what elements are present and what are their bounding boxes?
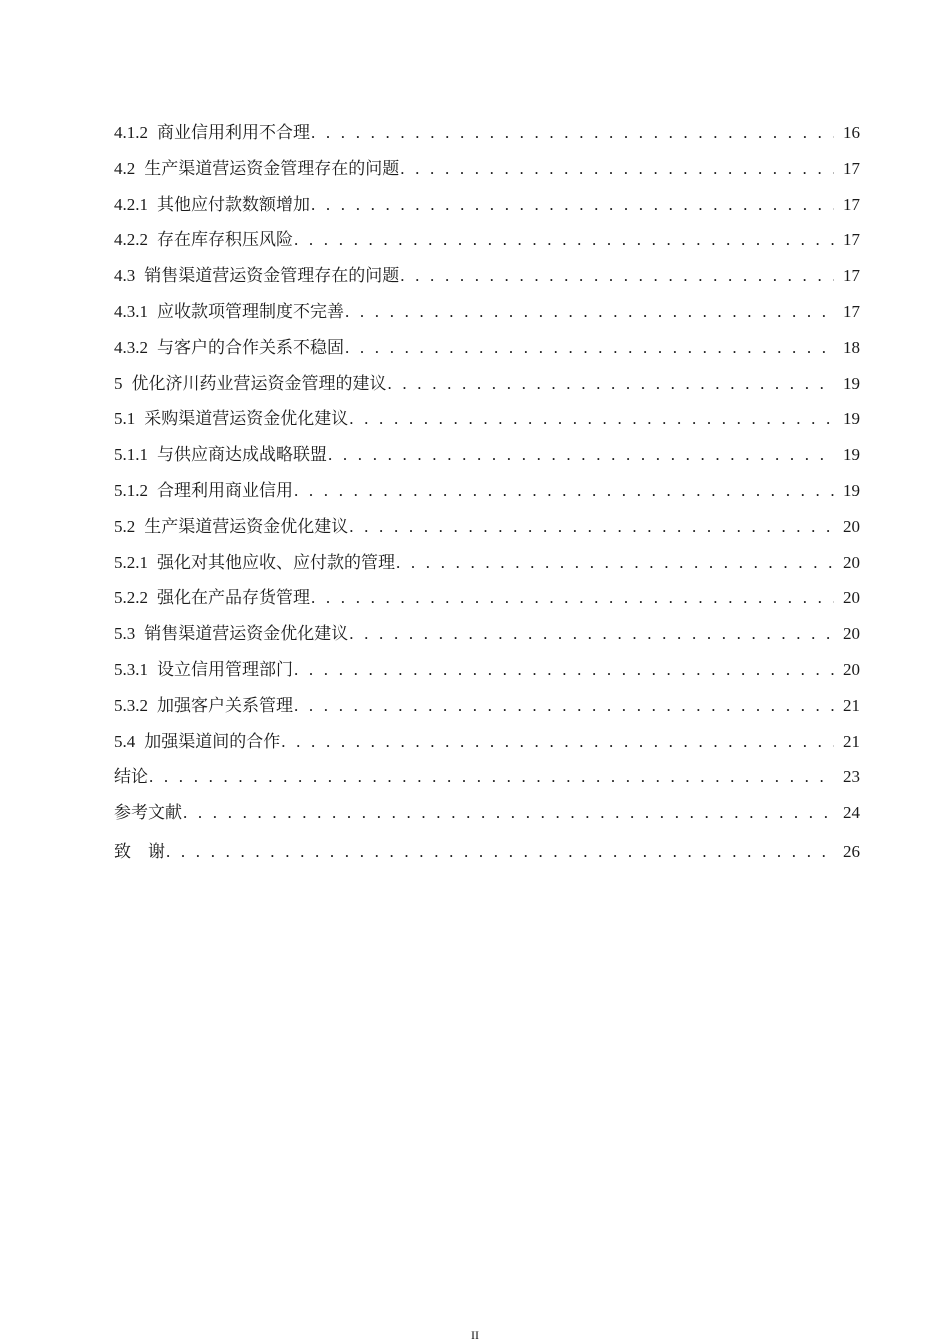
toc-entry-number: 5.3.1 xyxy=(114,659,148,679)
table-of-contents xyxy=(114,115,860,870)
toc-entry-page: 20 xyxy=(843,588,860,608)
toc-entry-number: 4.3.2 xyxy=(114,337,148,357)
toc-entry-title: 设立信用管理部门 xyxy=(157,659,293,680)
toc-entry-title: 与供应商达成战略联盟 xyxy=(157,445,327,466)
dot-leader xyxy=(294,222,834,258)
toc-entry-title: 生产渠道营运资金管理存在的问题 xyxy=(144,158,400,179)
toc-entry[interactable] xyxy=(114,151,860,187)
toc-entry-page: 17 xyxy=(843,194,860,214)
toc-entry-number: 4.3.1 xyxy=(114,301,148,321)
toc-entry-title: 生产渠道营运资金优化建议 xyxy=(144,516,349,537)
toc-entry-title: 应收款项管理制度不完善 xyxy=(157,301,344,322)
dot-leader xyxy=(294,652,834,688)
toc-entry-page: 17 xyxy=(843,230,860,250)
dot-leader xyxy=(166,834,834,870)
toc-entry[interactable] xyxy=(114,401,860,437)
toc-entry[interactable] xyxy=(114,115,860,151)
toc-entry-number: 4.2.1 xyxy=(114,194,148,214)
toc-entry[interactable] xyxy=(114,795,860,831)
toc-entry-title: 强化在产品存货管理 xyxy=(157,588,310,609)
toc-entry[interactable] xyxy=(114,258,860,294)
toc-entry-page: 17 xyxy=(843,266,860,286)
page-number: II xyxy=(471,1328,479,1342)
toc-entry-title: 采购渠道营运资金优化建议 xyxy=(144,409,349,430)
dot-leader xyxy=(294,688,834,724)
dot-leader xyxy=(349,509,834,545)
toc-entry-title: 与客户的合作关系不稳固 xyxy=(157,337,344,358)
toc-entry-title: 加强渠道间的合作 xyxy=(144,731,281,752)
toc-entry-number: 5.1 xyxy=(114,409,136,429)
dot-leader xyxy=(396,545,834,581)
toc-entry-page: 26 xyxy=(843,841,860,861)
toc-entry-title: 存在库存积压风险 xyxy=(157,230,293,251)
toc-entry[interactable] xyxy=(114,509,860,545)
toc-entry-page: 17 xyxy=(843,301,860,321)
toc-entry[interactable] xyxy=(114,473,860,509)
toc-entry-title: 参考文献 xyxy=(114,803,182,824)
toc-entry-number: 5 xyxy=(114,373,123,393)
dot-leader xyxy=(311,580,834,616)
toc-entry-page: 20 xyxy=(843,659,860,679)
dot-leader xyxy=(183,795,834,831)
toc-entry-number: 5.4 xyxy=(114,731,136,751)
toc-entry-number: 5.3.2 xyxy=(114,695,148,715)
toc-entry-number: 5.1.2 xyxy=(114,480,148,500)
dot-leader xyxy=(349,616,834,652)
toc-entry-number: 5.2 xyxy=(114,516,136,536)
toc-entry-number: 5.2.2 xyxy=(114,588,148,608)
toc-entry[interactable] xyxy=(114,294,860,330)
toc-entry-number: 5.2.1 xyxy=(114,552,148,572)
toc-entry-number: 4.1.2 xyxy=(114,123,148,142)
toc-entry-title: 加强客户关系管理 xyxy=(157,695,293,716)
dot-leader xyxy=(311,187,834,223)
toc-entry-page: 18 xyxy=(843,337,860,357)
toc-entry-title: 其他应付款数额增加 xyxy=(157,194,310,215)
dot-leader xyxy=(388,366,835,402)
toc-entry-number: 5.3 xyxy=(114,624,136,644)
toc-entry-page: 20 xyxy=(843,624,860,644)
toc-entry[interactable] xyxy=(114,652,860,688)
toc-entry-page: 21 xyxy=(843,731,860,751)
toc-entry-number: 4.2 xyxy=(114,158,136,178)
toc-entry[interactable] xyxy=(114,330,860,366)
toc-entry[interactable] xyxy=(114,545,860,581)
dot-leader xyxy=(281,724,834,760)
toc-entry-page: 19 xyxy=(843,373,860,393)
toc-entry[interactable] xyxy=(114,688,860,724)
toc-entry-page: 16 xyxy=(843,123,860,142)
toc-entry-page: 20 xyxy=(843,516,860,536)
toc-entry-title: 强化对其他应收、应付款的管理 xyxy=(157,552,395,573)
toc-entry-page: 24 xyxy=(843,803,860,823)
dot-leader xyxy=(345,294,834,330)
dot-leader xyxy=(349,401,834,437)
toc-entry[interactable] xyxy=(114,616,860,652)
dot-leader xyxy=(400,258,834,294)
dot-leader xyxy=(328,437,834,473)
toc-entry[interactable] xyxy=(114,366,860,402)
toc-entry-title: 合理利用商业信用 xyxy=(157,480,293,501)
toc-entry-title: 致 谢 xyxy=(114,841,165,862)
toc-entry-page: 21 xyxy=(843,695,860,715)
toc-entry-number: 4.2.2 xyxy=(114,230,148,250)
toc-entry-number: 4.3 xyxy=(114,266,136,286)
toc-entry-page: 19 xyxy=(843,445,860,465)
dot-leader xyxy=(345,330,834,366)
toc-entry[interactable] xyxy=(114,759,860,795)
dot-leader xyxy=(400,151,834,187)
toc-entry-title: 销售渠道营运资金管理存在的问题 xyxy=(144,266,400,287)
toc-entry-page: 20 xyxy=(843,552,860,572)
toc-entry-page: 17 xyxy=(843,158,860,178)
toc-entry-number: 5.1.1 xyxy=(114,445,148,465)
toc-entry-title: 销售渠道营运资金优化建议 xyxy=(144,624,349,645)
dot-leader xyxy=(149,759,834,795)
toc-entry-page: 23 xyxy=(843,767,860,787)
toc-entry-title: 商业信用利用不合理 xyxy=(157,123,310,143)
dot-leader xyxy=(311,115,834,151)
toc-entry-title: 优化济川药业营运资金管理的建议 xyxy=(131,373,387,394)
toc-entry-page: 19 xyxy=(843,480,860,500)
toc-entry[interactable] xyxy=(114,437,860,473)
toc-entry[interactable] xyxy=(114,580,860,616)
toc-entry-title: 结论 xyxy=(114,767,148,788)
dot-leader xyxy=(294,473,834,509)
toc-entry[interactable] xyxy=(114,834,860,870)
toc-entry[interactable] xyxy=(114,724,860,760)
toc-entry[interactable] xyxy=(114,222,860,258)
toc-entry-page: 19 xyxy=(843,409,860,429)
toc-entry[interactable] xyxy=(114,187,860,223)
